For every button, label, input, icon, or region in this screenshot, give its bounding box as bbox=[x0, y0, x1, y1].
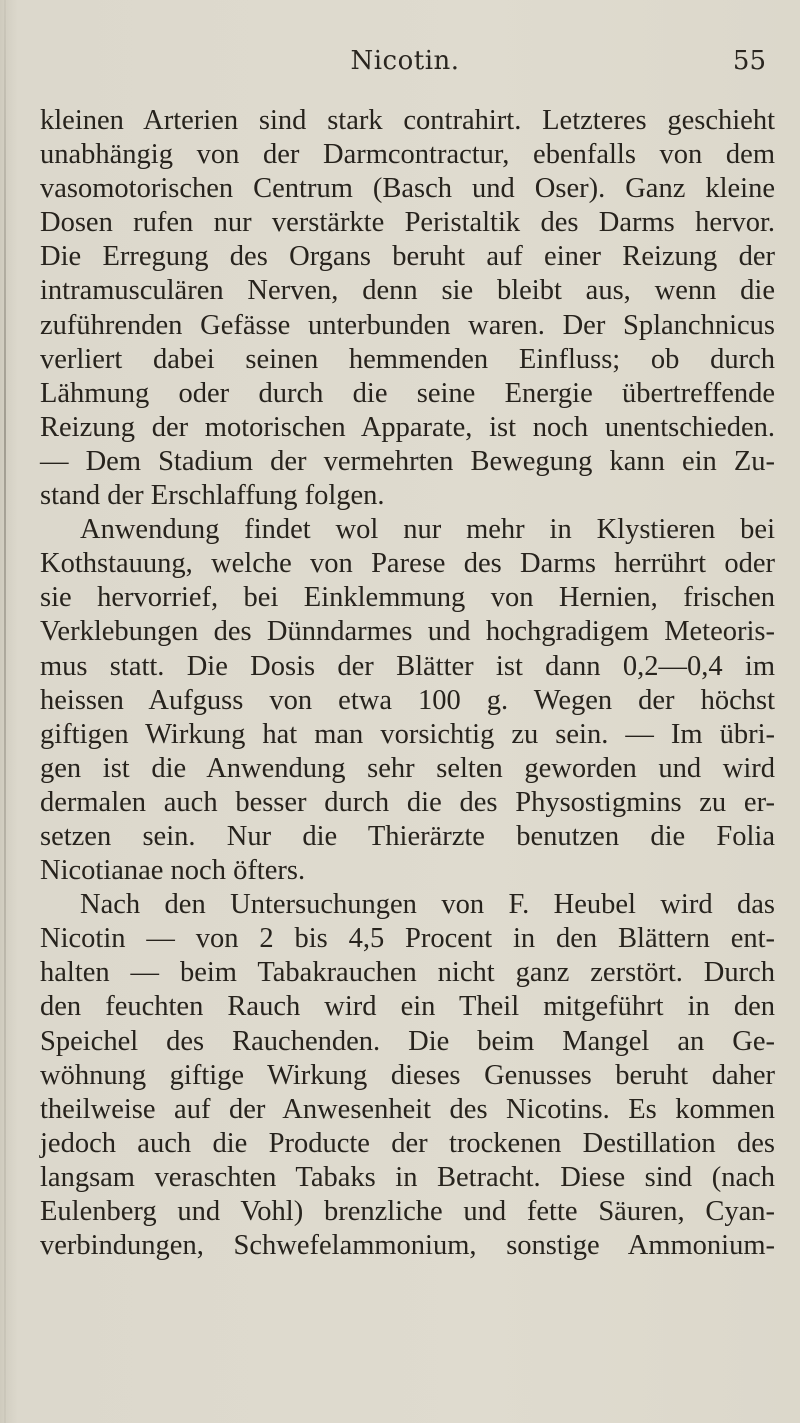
text-line: theilweise auf der Anwesenheit des Nicotins. Es kommen bbox=[40, 1093, 775, 1125]
text-line: Nach den Untersuchungen von F. Heubel wird das bbox=[80, 889, 775, 921]
text-line: Reizung der motorischen Apparate, ist noch unentschieden. bbox=[40, 411, 775, 443]
text-line: dermalen auch besser durch die des Physostigmins zu er- bbox=[40, 786, 775, 818]
paragraph-2 bbox=[40, 513, 775, 888]
text-line: verliert dabei seinen hemmenden Einfluss; ob durch bbox=[40, 343, 775, 375]
text-line: Verklebungen des Dünndarmes und hochgradigem Meteoris- bbox=[40, 616, 775, 648]
text-line: Lähmung oder durch die seine Energie übertreffende bbox=[40, 377, 775, 409]
text-line: langsam veraschten Tabaks in Betracht. Diese sind (nach bbox=[40, 1161, 775, 1193]
body-text bbox=[40, 104, 775, 1263]
text-line: sie hervorrief, bei Einklemmung von Hernien, frischen bbox=[40, 582, 775, 614]
text-line: vasomotorischen Centrum (Basch und Oser). Ganz kleine bbox=[40, 173, 775, 205]
text-line: jedoch auch die Producte der trockenen Destillation des bbox=[40, 1127, 775, 1159]
text-line: Nicotianae noch öfters. bbox=[40, 855, 306, 887]
text-line: mus statt. Die Dosis der Blätter ist dann 0,2—0,4 im bbox=[40, 650, 775, 682]
text-line: wöhnung giftige Wirkung dieses Genusses beruht daher bbox=[40, 1059, 775, 1091]
running-head bbox=[40, 46, 770, 86]
text-line: kleinen Arterien sind stark contrahirt. Letzteres geschieht bbox=[40, 105, 775, 136]
text-line: intramusculären Nerven, denn sie bleibt aus, wenn die bbox=[40, 275, 775, 307]
text-line: halten — beim Tabakrauchen nicht ganz zerstört. Durch bbox=[40, 957, 775, 989]
text-line: setzen sein. Nur die Thierärzte benutzen die Folia bbox=[40, 820, 775, 852]
text-line: Speichel des Rauchenden. Die beim Mangel an Ge- bbox=[40, 1025, 775, 1057]
text-line: giftigen Wirkung hat man vorsichtig zu sein. — Im übri- bbox=[40, 718, 775, 750]
text-line: Anwendung findet wol nur mehr in Klystieren bei bbox=[80, 514, 775, 546]
text-line: unabhängig von der Darmcontractur, ebenfalls von dem bbox=[40, 139, 775, 171]
text-line: Die Erregung des Organs beruht auf einer Reizung der bbox=[40, 241, 775, 273]
binding-gutter-shadow bbox=[4, 0, 6, 1423]
text-line: — Dem Stadium der vermehrten Bewegung kann ein Zu- bbox=[40, 445, 775, 477]
paragraph-3 bbox=[40, 888, 775, 1263]
text-line: stand der Erschlaffung folgen. bbox=[40, 480, 385, 512]
text-line: Dosen rufen nur verstärkte Peristaltik des Darms hervor. bbox=[40, 207, 775, 239]
paragraph-1 bbox=[40, 104, 775, 513]
text-line: Nicotin — von 2 bis 4,5 Procent in den Blättern ent- bbox=[40, 923, 775, 955]
text-line: heissen Aufguss von etwa 100 g. Wegen der höchst bbox=[40, 684, 775, 716]
page-number: 55 bbox=[732, 46, 766, 76]
running-title: Nicotin. bbox=[350, 46, 460, 76]
text-line: verbindungen, Schwefelammonium, sonstige Ammonium- bbox=[40, 1230, 775, 1262]
text-line: zuführenden Gefässe unterbunden waren. Der Splanchnicus bbox=[40, 309, 775, 341]
text-line: Eulenberg und Vohl) brenzliche und fette Säuren, Cyan- bbox=[40, 1196, 775, 1227]
text-line: Kothstauung, welche von Parese des Darms herrührt oder bbox=[40, 548, 775, 580]
text-line: den feuchten Rauch wird ein Theil mitgeführt in den bbox=[40, 991, 775, 1023]
text-line: gen ist die Anwendung sehr selten geworden und wird bbox=[40, 752, 775, 784]
